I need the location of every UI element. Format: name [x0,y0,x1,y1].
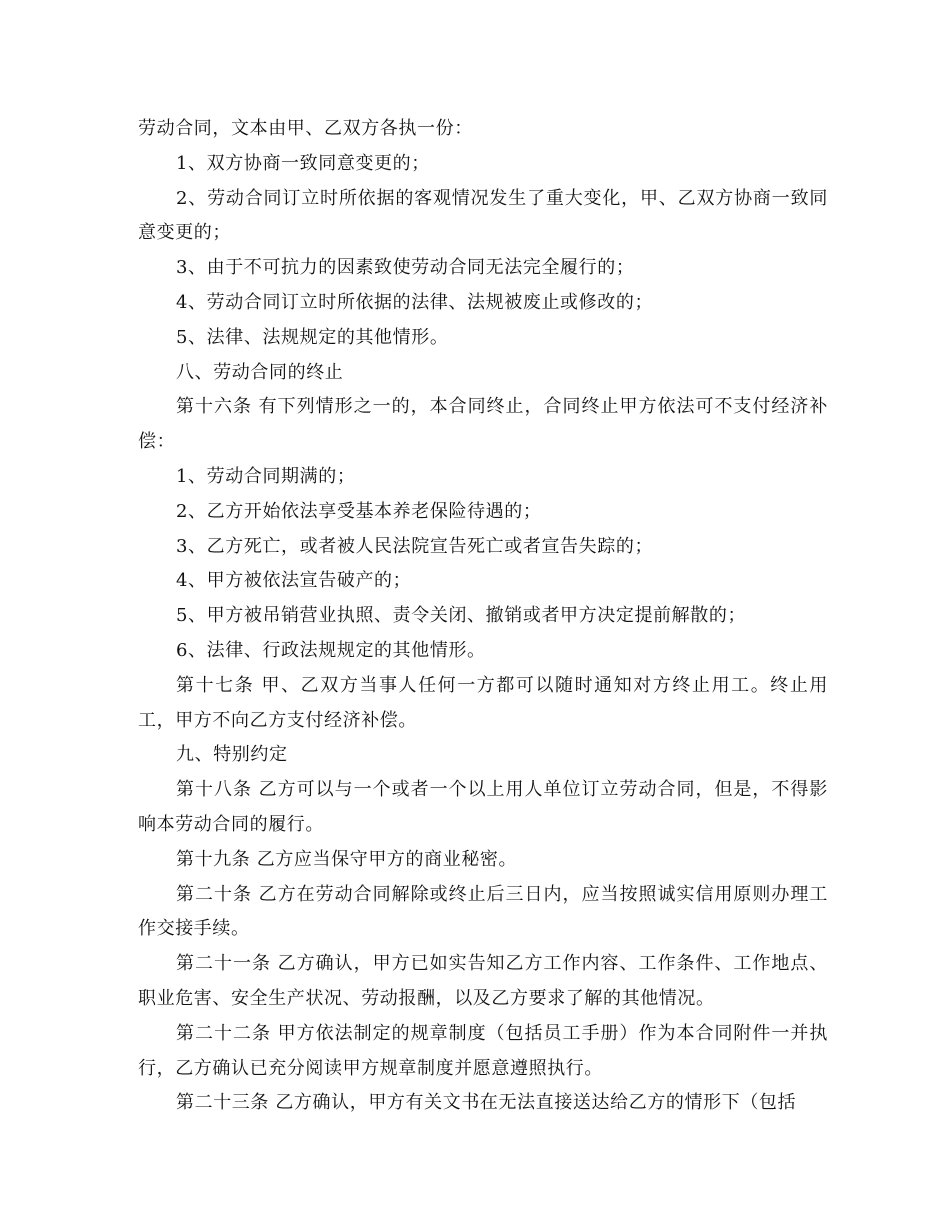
list-item-6: 6、法律、行政法规规定的其他情形。 [176,639,486,661]
list-item-3: 3、由于不可抗力的因素致使劳动合同无法完全履行的； [176,257,635,279]
list-item-5: 5、法律、法规规定的其他情形。 [176,326,449,348]
article-19: 第十九条 乙方应当保守甲方的商业秘密。 [176,848,518,870]
article-16: 第十六条 有下列情形之一的，本合同终止，合同终止甲方依法可不支付经济补偿： [138,396,828,453]
article-18: 第十八条 乙方可以与一个或者一个以上用人单位订立劳动合同，但是，不得影响本劳动合同的履行。 [138,779,828,835]
list-item-2: 2、劳动合同订立时所依据的客观情况发生了重大变化，甲、乙双方协商一致同意变更的； [138,187,828,244]
document-page [138,112,828,1121]
section-heading-termination: 八、劳动合同的终止 [176,361,344,383]
list-item-1: 1、双方协商一致同意变更的； [176,152,430,174]
article-17: 第十七条 甲、乙双方当事人任何一方都可以随时通知对方终止用工。终止用工，甲方不向乙方支付经济补偿。 [138,674,828,731]
paragraph-continuation: 劳动合同，文本由甲、乙双方各执一份： [138,118,473,139]
list-item-5: 5、甲方被吊销营业执照、责令关闭、撤销或者甲方决定提前解散的； [176,605,747,627]
article-22: 第二十二条 甲方依法制定的规章制度（包括员工手册）作为本合同附件一并执行，乙方确认已充分阅读甲方规章制度并愿意遵照执行。 [138,1022,828,1079]
list-item-4: 4、甲方被依法宣告破产的； [176,570,412,592]
article-20: 第二十条 乙方在劳动合同解除或终止后三日内，应当按照诚实信用原则办理工作交接手续。 [138,883,828,940]
list-item-1: 1、劳动合同期满的； [176,465,356,487]
list-item-4: 4、劳动合同订立时所依据的法律、法规被废止或修改的； [176,291,654,313]
article-21: 第二十一条 乙方确认，甲方已如实告知乙方工作内容、工作条件、工作地点、职业危害、安全生产状况、劳动报酬，以及乙方要求了解的其他情况。 [138,953,828,1009]
article-23: 第二十三条 乙方确认，甲方有关文书在无法直接送达给乙方的情形下（包括 [176,1092,797,1114]
list-item-2: 2、乙方开始依法享受基本养老保险待遇的； [176,500,542,522]
list-item-3: 3、乙方死亡，或者被人民法院宣告死亡或者宣告失踪的； [176,535,654,557]
section-heading-special-terms: 九、特别约定 [176,744,288,766]
